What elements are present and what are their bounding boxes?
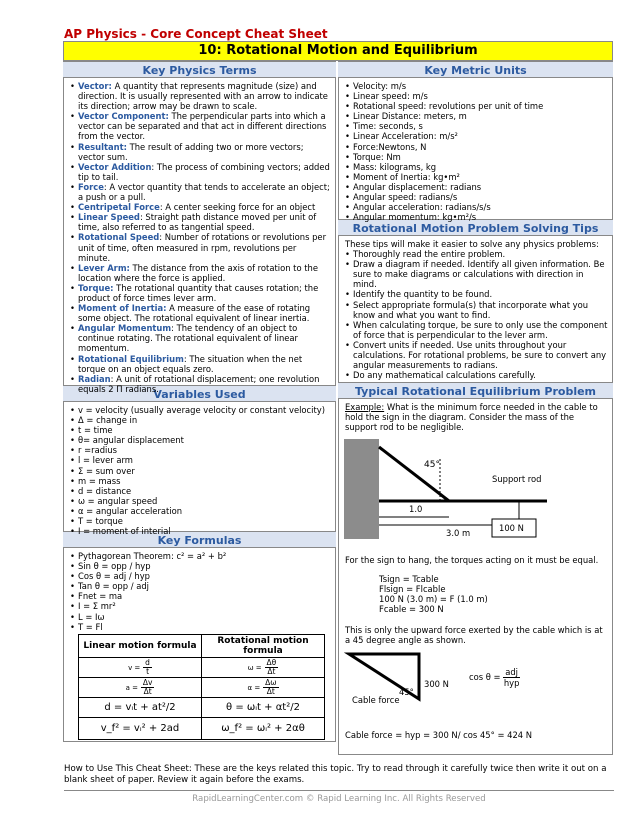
formula-item: • Pythagorean Theorem: c² = a² + b²: [70, 551, 331, 561]
term-name: Force: [78, 181, 104, 192]
term-item: [70, 303, 331, 323]
wall: [344, 439, 379, 539]
variable-item: • l = lever arm: [70, 455, 331, 465]
term-definition: : The tendency of an object to continue rotating. The rotational equivalent of linear momentum.: [78, 323, 298, 354]
final-answer: Cable force = hyp = 300 N/ cos 45° = 424 N: [345, 730, 533, 740]
unit-item: • Angular acceleration: radians/s/s: [345, 202, 608, 212]
upward-force-note: This is only the upward force exerted by the cable which is at a 45 degree angle as shown.: [345, 625, 603, 646]
formula-item: • Tan θ = opp / adj: [70, 581, 331, 591]
variable-item: • m = mass: [70, 476, 331, 486]
unit-item: • Linear speed: m/s: [345, 91, 608, 101]
formula-angular-velocity: ω = $\frac{\Delta\theta}{\Delta t}$: [202, 657, 325, 677]
dim-2-label: 3.0 m: [446, 528, 471, 538]
left-column: [63, 61, 336, 742]
cable: [379, 447, 449, 501]
solution-line: Fcable = 300 N: [379, 604, 444, 614]
term-definition: : A vector quantity that tends to accelerate an object; a push or a pull.: [78, 181, 330, 203]
term-item: [70, 182, 331, 202]
formula-velocity: v = $\frac{d}{t}$: [79, 657, 202, 677]
unit-item: • Angular displacement: radians: [345, 182, 608, 192]
variable-item: • Σ = sum over: [70, 466, 331, 476]
unit-item: • Angular speed: radians/s: [345, 192, 608, 202]
formula-angular-displacement: θ = ωᵢt + αt²/2: [202, 697, 325, 717]
term-item: [70, 202, 331, 212]
term-name: Rotational Equilibrium: [78, 353, 184, 364]
footer-divider: [64, 790, 614, 791]
term-name: Angular Momentum: [78, 323, 172, 334]
formula-item: • Fnet = ma: [70, 591, 331, 601]
term-definition: A quantity that represents magnitude (size) and direction. It is usually represented with an arrow to indicate its direction; arrow may be drawn to scale.: [78, 81, 328, 112]
variables-heading: Variables Used: [63, 385, 336, 402]
unit-item: • Linear Distance: meters, m: [345, 111, 608, 121]
force-triangle: [344, 649, 464, 719]
right-column: [338, 61, 613, 755]
unit-item: • Force:Newtons, N: [345, 142, 608, 152]
tips-heading: Rotational Motion Problem Solving Tips: [338, 219, 613, 236]
formula-item: • Sin θ = opp / hyp: [70, 561, 331, 571]
term-item: [70, 354, 331, 374]
term-definition: : Straight path distance moved per unit of time, also referred to as tangential speed.: [78, 212, 317, 233]
tip-item: • Thoroughly read the entire problem.: [345, 249, 608, 259]
term-item: [70, 162, 331, 182]
tips-list: [339, 249, 612, 382]
unit-item: • Time: seconds, s: [345, 121, 608, 131]
term-name: Radian: [78, 373, 111, 384]
unit-item: • Velocity: m/s: [345, 81, 608, 91]
tip-item: • Draw a diagram if needed. Identify all given information. Be sure to make diagrams or calculations with direction in mind.: [345, 259, 608, 289]
variable-item: • v = velocity (usually average velocity or constant velocity): [70, 405, 331, 415]
term-item: [70, 263, 331, 283]
formula-table: [78, 634, 325, 740]
formula-item: • T = Fl: [70, 622, 331, 632]
formula-item: • L = Iω: [70, 612, 331, 622]
term-item: [70, 142, 331, 162]
formula-acceleration: a = $\frac{\Delta v}{\Delta t}$: [79, 677, 202, 697]
variable-item: • α = angular acceleration: [70, 506, 331, 516]
triangle-angle: 45°: [399, 687, 414, 697]
variable-item: • ω = angular speed: [70, 496, 331, 506]
unit-item: • Torque: Nm: [345, 152, 608, 162]
sign-weight: 100 N: [499, 523, 524, 533]
table-header-rotational: Rotational motion formula: [202, 634, 325, 657]
formulas-list: [64, 548, 335, 634]
tips-intro: These tips will make it easier to solve any physics problems:: [345, 239, 599, 249]
angle-label: 45°: [424, 460, 440, 470]
formula-displacement: d = vᵢt + at²/2: [79, 697, 202, 717]
term-definition: The result of adding two or more vectors; vector sum.: [78, 141, 304, 162]
variable-item: • θ= angular displacement: [70, 435, 331, 445]
term-item: [70, 283, 331, 303]
units-list: [339, 78, 612, 224]
term-item: [70, 232, 331, 262]
term-name: Vector Addition: [78, 161, 152, 172]
solution-line: 100 N (3.0 m) = F (1.0 m): [379, 594, 488, 604]
solution-steps: [379, 574, 488, 614]
unit-item: • Rotational speed: revolutions per unit of time: [345, 101, 608, 111]
term-name: Lever Arm:: [78, 262, 130, 273]
term-definition: The distance from the axis of rotation to the location where the force is applied.: [78, 262, 318, 283]
term-item: [70, 323, 331, 353]
term-item: [70, 374, 331, 394]
term-name: Linear Speed: [78, 212, 140, 223]
usage-note: How to Use This Cheat Sheet: These are the keys related this topic. Try to read through it carefully twice then write it out on a blank sheet of paper. Review it again before the exams.: [64, 764, 607, 785]
formula-final-velocity: v_f² = vᵢ² + 2ad: [79, 717, 202, 739]
term-name: Resultant:: [78, 141, 127, 152]
term-definition: The perpendicular parts into which a vector can be separated and that act in different directions from the vector.: [78, 111, 327, 142]
unit-item: • Linear Acceleration: m/s²: [345, 131, 608, 141]
cosine-formula: cos θ = $\frac{\text{adj}}{\text{hyp}}$: [469, 667, 520, 688]
variable-item: • d = distance: [70, 486, 331, 496]
term-definition: A measure of the ease of rotating some object. The rotational equivalent of linear inertia.: [78, 303, 311, 324]
variable-item: • Τ = torque: [70, 516, 331, 526]
units-heading: Key Metric Units: [338, 61, 613, 78]
solution-line: Tsign = Tcable: [379, 574, 439, 584]
formula-item: • Cos θ = adj / hyp: [70, 571, 331, 581]
term-definition: : The process of combining vectors; added tip to tail.: [78, 161, 330, 182]
unit-item: • Moment of Inertia: kg•m²: [345, 172, 608, 182]
formulas-heading: Key Formulas: [63, 531, 336, 548]
formula-angular-acceleration: α = $\frac{\Delta\omega}{\Delta t}$: [202, 677, 325, 697]
variable-item: • t = time: [70, 425, 331, 435]
unit-item: • Angular momentum: kg•m²/s: [345, 212, 608, 222]
term-definition: : A unit of rotational displacement; one revolution equals 2 Π radians.: [78, 373, 320, 394]
term-name: Torque:: [78, 282, 114, 293]
problem-statement: Example: What is the minimum force needed in the cable to hold the sign in the diagram. Consider the mass of the support rod to be negligible.: [345, 402, 598, 433]
copyright: RapidLearningCenter.com © Rapid Learning Inc. All Rights Reserved: [192, 794, 486, 804]
term-name: Centripetal Force: [78, 202, 160, 213]
terms-heading: Key Physics Terms: [63, 61, 336, 78]
sign-diagram: [344, 439, 564, 549]
variable-item: • r =radius: [70, 445, 331, 455]
variable-item: • Δ = change in: [70, 415, 331, 425]
solution-line: Flsign = Flcable: [379, 584, 446, 594]
tip-item: • Select appropriate formula(s) that incorporate what you know and what you want to find.: [345, 300, 608, 320]
term-name: Vector:: [78, 81, 112, 91]
formula-item: • I = Σ mr²: [70, 601, 331, 611]
unit-item: • Mass: kilograms, kg: [345, 162, 608, 172]
variables-list: [64, 402, 335, 538]
term-item: [70, 212, 331, 232]
term-name: Moment of Inertia:: [78, 303, 167, 314]
tip-item: • Identify the quantity to be found.: [345, 289, 608, 299]
triangle-hyp-label: Cable force: [352, 695, 400, 705]
formula-final-angular-velocity: ω_f² = ωᵢ² + 2αθ: [202, 717, 325, 739]
terms-list: [64, 78, 335, 396]
tip-item: • Convert units if needed. Use units throughout your calculations. For rotational problems, be sure to convert any angular measurements to radians.: [345, 340, 608, 370]
chapter-title: 10: Rotational Motion and Equilibrium: [63, 41, 613, 61]
term-name: Rotational Speed: [78, 232, 160, 243]
term-definition: : The situation when the net torque on an object equals zero.: [78, 353, 303, 374]
term-item: [70, 111, 331, 141]
dim-1-label: 1.0: [409, 504, 423, 514]
term-item: [70, 81, 331, 111]
term-name: Vector Component:: [78, 111, 169, 122]
triangle-opp: 300 N: [424, 679, 449, 689]
variable-item: • I = moment of interial: [70, 526, 331, 536]
main-title: AP Physics - Core Concept Cheat Sheet: [64, 27, 328, 41]
table-header-linear: Linear motion formula: [79, 634, 202, 657]
term-definition: : Number of rotations or revolutions per unit of time, often measured in rpm, revolutions per minute.: [78, 232, 327, 263]
tip-item: • Do any mathematical calculations carefully.: [345, 370, 608, 380]
rod-label: Support rod: [492, 474, 542, 484]
tip-item: • When calculating torque, be sure to only use the component of force that is perpendicular to the lever arm.: [345, 320, 608, 340]
term-definition: The rotational quantity that causes rotation; the product of force times lever arm.: [78, 282, 319, 303]
solution-intro: For the sign to hang, the torques acting on it must be equal.: [345, 555, 599, 565]
term-definition: : A center seeking force for an object: [159, 202, 316, 213]
problem-heading: Typical Rotational Equilibrium Problem: [338, 382, 613, 399]
